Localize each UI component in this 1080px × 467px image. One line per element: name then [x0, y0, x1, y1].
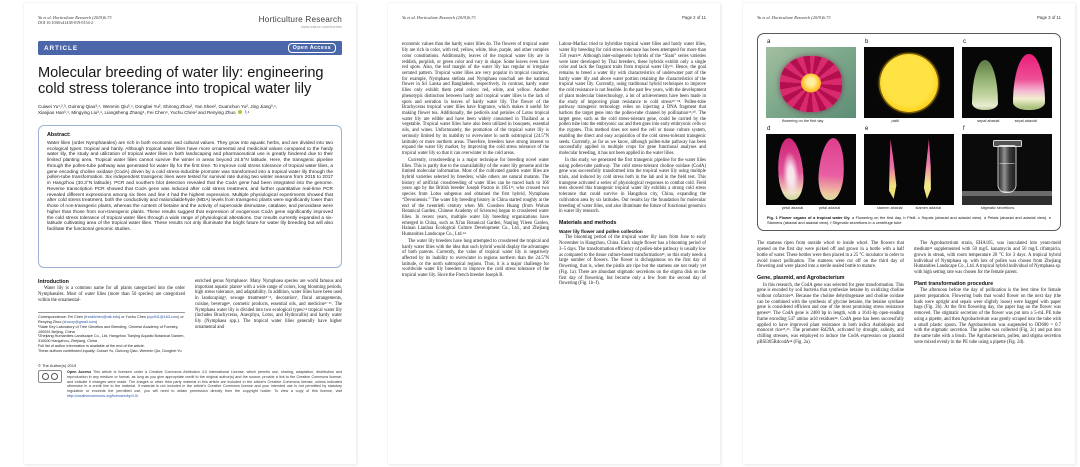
running-head [757, 15, 1061, 20]
author-line-1: Cuiwei Yu¹,²,³, Guirong Qiao³,⁴, Wenmin Qiu³,⁴, Dongbei Yu², Shirong Zhou², Yan Shen², Guanchun Yu², Jing Jiang³,⁴, [38, 103, 278, 109]
license-block [38, 363, 342, 398]
license-text: Open Access This article is licensed under a Creative Commons Attribution 4.0 International License, which permits use, sharing, adaptation, distribution and reproduction in any medium or format, as long as you give appropriate credit to the original author(s) and the source, provide a link to the Creative Commons license, and indicate if changes were made. The images or other third party material in this article are included in the article's Creative Commons license, unless indicated otherwise in a credit line to the material. If material is not included in the article's Creative Commons license and your intended use is not permitted by statutory regulation or exceeds the permitted use, you will need to obtain permission directly from the copyright holder. To view a copy of this license, visit http://creativecommons.org/licenses/by/4.0/. [67, 370, 342, 398]
author-line-2-text: Xiaojiao Han³,⁴, Mingying Liu³,⁴, Liangsheng Zhang⁴, Fei Chen⁴, Yuchu Chen² and Renying Zhuo [38, 109, 236, 115]
intro-paragraph: Water lily is a common name for all plants categorized into the order Nymphaeales. Most of water lilies (more than 50 species) are categorized within the ornamental- [38, 286, 185, 303]
panel-letter: e [865, 126, 869, 133]
stamen-abaxial-shape [882, 139, 898, 200]
column-left [38, 279, 185, 354]
author-line-2-superscript: ³,⁴ [244, 109, 250, 115]
article-type-label: ARTICLE [44, 44, 78, 52]
journal-url-link[interactable]: www.nature.com/hortres [301, 25, 342, 29]
figure-1-grid [766, 39, 1052, 211]
sepal-abaxial-shape [972, 60, 998, 110]
citation-block [38, 15, 112, 26]
centrifuge-tube-photo [962, 134, 1052, 205]
gene-plasmid-heading: Gene, plasmid, and Agrobacterium [757, 275, 845, 281]
panel-label: petal abaxial petal adaxial [781, 206, 841, 211]
author-list [38, 104, 342, 116]
orcid-icon[interactable] [238, 110, 243, 115]
figure-panel-e [864, 126, 954, 211]
by-icon [51, 373, 58, 380]
running-head [38, 15, 342, 29]
correspondence-line: Correspondence: Fei Chen (frankfchen@utk.edu) or Yuchu Chen (cyc911@163.com) or Renying Zhuo (zhuory@gmail.com) [38, 315, 184, 324]
petal-adaxial-shape [817, 138, 846, 202]
figure-panel-d [766, 126, 856, 211]
citation-text: Yu et al. Horticulture Research (2019)6:73 [38, 15, 112, 20]
page-number: Page 3 of 11 [1036, 15, 1061, 20]
article-type-bar [38, 41, 342, 55]
petals-photo [766, 134, 856, 205]
panel-letter: a [767, 39, 771, 46]
body-columns [757, 241, 1061, 346]
pistil-photo [864, 47, 954, 118]
abstract-heading: Abstract: [47, 131, 71, 138]
copyright-line: © The Author(s) 2019 [38, 362, 77, 368]
journal-block [259, 15, 342, 29]
doi-text: DOI 10.1038/s41438-019-0154-2 [38, 20, 94, 26]
affiliation-1: ¹State Key Laboratory of Tree Genetics and Breeding, Chinese Academy of Forestry, 100091 Beijing, China [38, 324, 179, 334]
panel-letter: d [767, 126, 771, 133]
author-line-2 [38, 110, 342, 116]
paper-page-3 [743, 3, 1075, 464]
body-paragraph: The water lily breeders have long attempted to crossbreed the tropical and hardy water lilies with the idea that such hybrid would display the advantages of both parents. Currently, the value of tropical water lily is negatively affected by its inability to overwinter in regions northern than the 24.5°N latitude, or the north subtropical regions. Thus, it is a major challenge for worldwide water lily breeders to improve the cold stress tolerance of the tropical water lily. Since the French breeder Joseph B. [402, 238, 549, 279]
stamens-photo [864, 134, 954, 205]
paper-page-1 [24, 3, 356, 464]
abstract-box [38, 125, 342, 268]
water-lily-flower-shape [780, 56, 842, 112]
figure-1-caption: Fig. 1 Flower organs of a tropical water lily. a Flowering on the first day. b Pistil. c Sepals (abaxial and adaxial view). d Petals (abaxial and adaxial view). e Stamens (abaxial and adaxial view). f Stigmatic secretions in a centrifuge tube [767, 215, 1051, 226]
panel-letter: b [865, 39, 869, 46]
paper-page-2 [388, 3, 720, 464]
body-paragraph: Latour-Marliac tried to hybridize tropical water lilies and hardy water lilies, water lily breeding for cold stress tolerance has been attempted for more than 150 years¹⁸. Although inter-subgeneric hybrids of the “Siam” series varieties were later developed by Thai breeders, these hybrids exhibit only a single color and lack the fragrant traits from tropical water lily¹⁹. Hence, the goal remains to breed a water lily with characteristics of underwater part of the hardy water lily and above water portion retaining the characteristics of the tropical water lily. Currently, using traditional hybrid techniques to improve the cold resistance is not feasible. In the past few years, with the development of plant molecular biotechnology, a lot of achievements have been made in the study of improving plant resistance to cold stress¹⁵⁻¹⁸. Pollen-tube pathway transgenic technology relies on injecting a DNA fragment that harbors the target gene into the pollen-tube channel by pollination¹⁵,²⁰. The target gene, such as the cold stress-tolerant gene, could be carried by the pollen tube into the embryonic sac and then goes into early embryonic cells or the zygotes. This method does not need the cell or tissue culture system, enabling the direct and easy acquisition of the cold stress-tolerant transgenic seeds. Currently, as far as we know, although pollen-tube pathway has been successfully applied in multiple crops for gene functional analyses and molecular breeding, it has not been applied in the water lilies. [559, 42, 706, 157]
column-right [914, 241, 1061, 346]
email-link-renying-zhuo[interactable]: zhuory@gmail.com [63, 319, 96, 324]
figure-1 [757, 33, 1061, 231]
open-access-badge: Open Access [288, 43, 336, 53]
body-paragraph: In this research, the CodA gene was selected for gene transformation. This gene is encoded by soil bacteria that synthesize betaine by oxidizing choline without cofactors²². Because the choline dehydrogenase and choline oxidase can be combined with the synthesis of glycine betaine, the betaine synthase gene is considered efficient and one of the most promising stress resistance genes²³. The CodA gene is 2400 bp in length, with a 1641-bp open-reading frame encoding 547 amino acid residues²⁴. CodA gene has been successfully applied to have improved plant resistance in both indica Arabidopsis and monocot rice²⁵,²⁶. The promoter Rd29A, activated by drought, salinity, and chilling stresses, was employed to induce the CodA expression on plasmid pBSI305RdcodA²⁴ (Fig. 2a). [757, 282, 904, 345]
figure-panel-c [962, 39, 1052, 124]
figure-panel-a [766, 39, 856, 124]
panel-label: flowering on the first day [782, 119, 824, 124]
page-title: Molecular breeding of water lily: engineering cold stress tolerance into tropical water lily [38, 65, 324, 98]
plant-transformation-heading: Plant transformation procedure [914, 280, 994, 287]
affiliation-2: ²Zhejiang Humanities Landscape Co., Ltd, Hangzhou Tianjing Aquatic Botanical Garden, 310000 Hangzhou, Zhejiang, China [38, 334, 185, 344]
column-right [195, 279, 342, 354]
figure-panel-b [864, 39, 954, 124]
citation-text: Yu et al. Horticulture Research (2019)6:73 [402, 15, 476, 20]
panel-letter: c [963, 39, 966, 46]
cc-icon [42, 373, 49, 380]
body-paragraph: The stamens ripen from outside whorl to inside whorl. The flowers that opened on the first day were picked off and grown in a bottle with a half bottle of water. These bottles were then placed in a 25 °C incubator in order to avoid insect pollination. The stamens were cut off on the third day of flowering and were placed into a sterile sealed bottle to mature. [757, 241, 904, 270]
abstract-text: Water lilies (order Nymphaeales) are rich in both economic and cultural values. They grow into aquatic herbs, and are divided into two ecological types: tropical and hardy. Although tropical water lilies have more ornamental and medicinal values compared to the hardy water lily, the study and utilization of tropical water lilies in both landscaping and pharmaceutical use is greatly hindered due to their limited planting area. Tropical water lilies cannot survive the winter in areas beyond 24.5°N latitude. Here, the transgenic pipeline through the pollen-tube pathway was generated for water lily for the first time. To improve cold stress tolerance of tropical water lilies, a gene encoding choline oxidase (CodA) driven by a cold stress-inducible promoter was transformed into a tropical water lily through the pollen-tube transformation. Six independent transgenic lines were tested for survival rate during two winter seasons from 2015 to 2017 in Hangzhou (30.3°N latitude). PCR and southern blot detection revealed that the CodA gene had been integrated into the genome. Reverse transcription PCR showed that CodA gene was induced after cold stress treatment, and further quantitative real-time PCR revealed different expressions among six lines and line 4 had the highest expression. Multiple physiological experiments showed that after cold stress treatment, both the conductivity and malondialdehyde (MDA) levels from transgenic plants were significantly lower than those of non-transgenic plants, whereas the content of betaine and the activity of superoxide dismutase, catalase, and peroxidase were higher than those from non-transgenic plants. These results suggest that expression of exogenous CodA gene significantly improved the cold stress tolerance of tropical water lilies through a wide range of physiological alterations. Our results currently expanded a six-latitude cultivating area of the tropical water lilies. These results not only illuminate the bright future for water lily breeding but will also facilitate the functional genomic studies. [47, 140, 333, 233]
body-columns [38, 279, 342, 354]
correspondence-block [38, 312, 185, 354]
petal-abaxial-shape [776, 138, 805, 202]
column-left [757, 241, 904, 346]
sepals-photo [962, 47, 1052, 118]
email-link-yuchu-chen[interactable]: cyc911@163.com [148, 315, 179, 320]
running-head [402, 15, 706, 20]
page-number: Page 2 of 11 [681, 15, 706, 20]
body-paragraph: The blooming period of the tropical water lily lasts from June to early November in Hangzhou, China. Each single flower has a blooming period of 3–5 days. The transformation efficiency of pollen-tube pathway is usually low as compared to the tissue culture-based transformation²¹, so this study needs a large number of flowers. The flower is dichogamous on the first day of flowering, that is, when the pistils are ripe but the stamens are not ready yet (Fig. 1a). There are abundant stigmatic secretions on the stigma disk on the first day of flowering, but become only a few from the second day of flowering (Fig. 1b–f). [559, 235, 706, 287]
cc-by-license-icon [38, 370, 62, 383]
panel-label: stamen abaxial stamen adaxial [876, 206, 942, 211]
affiliation-note-1: Full list of author information is available at the end of the article. [38, 344, 145, 349]
body-paragraph: The afternoon before the day of pollination is the best time for female parent preparation. Flowering buds that would flower on the next day (the buds were upright and sepals were slightly loose) were bagged with paper bags (Fig. 2b). At the first flowering day, the paper bag on the flower was removed. The stigmatic secretion of the flower was put into a 5-mL PE tube using a pipette, and then Agrobacterium was gently scraped into the tube with a small plastic spoon. The Agrobacterium was suspended to OD600 = 0.7 with the stigmatic secretion. The pollen was collected (Fig. 2c) and put into the same tube with a brush. The Agrobacterium, pollen, and stigma secretion were mixed evenly in the PE tube using a pipette (Fig. 2d). [914, 288, 1061, 345]
affiliation-note-2: These authors contributed equally: Cuiwei Yu, Guirong Qiao, Wenmin Qiu, Dongbei Yu [38, 348, 182, 353]
figure-panel-f [962, 126, 1052, 211]
stamen-adaxial-shape [921, 139, 936, 199]
panel-label: pistil [891, 119, 900, 124]
email-link-fei-chen[interactable]: frankfchen@utk.edu [85, 315, 119, 320]
sepal-adaxial-shape [1013, 54, 1045, 110]
introduction-heading: Introduction [38, 278, 69, 285]
body-paragraph: Currently, crossbreeding is a major technique for breeding novel water lilies. This is partly due to the unavailability of the water lily genome and the limited molecular information. Most of the cultivated garden water lilies are hybrid varieties selected by breeders, while others are natural mutants. The history of artificial crossbreeding of water lilies can be traced back to 166 years ago by the British breeder Joseph Paxton in 1851¹³, who crossed two species from Lotos subgenus and obtained the first hybrid, Nymphaea “Devoniensis.” The water lily breeding history in China started roughly at the end of the twentieth century when Mr. Guoshen Huang (from Wuhan Botanical Garden, Chinese Academy of Sciences) began to crossbreed water lilies. In recent years, multiple water lily breeding organizations have emerged in China, such as Xi'an Botanical Garden, Nanjing Yileen Garden, Hainan Lianhua Ecological Culture Development Co., Ltd., and Zhejiang Humanities Landscape Co., Ltd.¹⁴ [402, 157, 549, 238]
flower-photo [766, 47, 856, 118]
column-right [559, 42, 706, 288]
body-paragraph: The Agrobacterium strain, EHA105, was inoculated into yeast-mold medium²² supplemented with 50 mg/L kanamycin and 50 mg/L rifampicin, grown in streak, with room temperature 28 °C for 3 days. A tropical hybrid individual of Nymphaea sp. with lots of pollen was chosen from Zhejiang Humanities Landscape Co., Ltd. A tropical hybrid individual of Nymphaea sp. with high setting rate was chosen for the female parent. [914, 241, 1061, 275]
body-paragraph: economic values than the hardy water lilies do. The flowers of tropical water lily are rich in color, with red, yellow, white, blue, purple, and other complex color constitutions. Additionally, leaves of the tropical water lily are in reddish, purplish, or green color and vary in shape. Some leaves even have red spots. Also, the leaf margin of the water lily has regular or irregular serrated pattern. Tropical water lilies are very popular in tropical countries, for example, Nymphaea stellata and Nymphaea nouchali are the national flower in Sri Lanka and Bangladesh, respectively. In contrast, hardy water lilies only exhibit them petal colors: red, white, and yellow. Another phenotypic distinction between hardy and tropical water lilies is the lack of spots and serration in leaves of hardy water lily. The flower of the Brachyceras tropical water lilies have fragrance, which makes it useful for making flower tea. Additionally, the pedicels and petioles of Lotos tropical water lily are edible and have been widely consumed in Thailand as a vegetable. Tropical water lilies have also been utilized in bouquets, essential oils, and wines. Unfortunately, the promotion of the tropical water lily is seriously limited by its inability to overwinter in north subtropical (24.5°N latitude) or more northern areas. Therefore, breeders have strong interest to expand the water lily market, by improving the cold stress tolerance of the tropical water lily so that it can overwinter in the cold areas. [402, 42, 549, 157]
journal-name: Horticulture Research [258, 15, 342, 24]
citation-text: Yu et al. Horticulture Research (2019)6:73 [757, 15, 831, 20]
panel-letter: f [963, 126, 965, 133]
centrifuge-tube-shape [998, 145, 1017, 193]
pistil-disk-shape [880, 54, 938, 112]
column-left [402, 42, 549, 288]
panel-label: sepal abaxial sepal adaxial [977, 119, 1037, 124]
license-url-link[interactable]: http://creativecommons.org/licenses/by/4.0/. [67, 393, 139, 398]
panel-label: stigmatic secretions [980, 206, 1015, 211]
body-columns [402, 42, 706, 288]
body-paragraph: In this study, we generated the first transgenic pipeline for the water lilies using pollen-tube pathway. The cold stress-tolerant choline oxidase (CodA) gene was successfully transformed into the tropical water lily using multiple trials, and induced by cold stress both in the lab and in the field test. This transgene activated a series of physiological responses to combat cold. Field tests showed this transgenic tropical water lily exhibits a strong cold stress tolerance that could survive in Hangzhou city, China, expanding the cultivation area by six latitudes. Our results lay the foundation for molecular breeding of water lilies, and also illuminate the future of functional genomics in water lily research. [559, 157, 706, 215]
materials-methods-heading: Materials and methods [559, 219, 617, 226]
intro-paragraph-continued: enriched genus Nymphaea¹. Many Nymphaea species are world famous and important aquatic plants² with a wide range of colors, long blooming periods, high stress tolerance, and adaptability. In addition, water lilies have been used in landscaping³, sewage treatment⁴⁻⁶, decoration⁷, floral arrangements, cuisine, beverage⁸, cosmetic products, essential oils, and medicine⁹⁻¹¹. The Nymphaea water lily is divided into two ecological types:¹² tropical water lily (includes Brachyceras, Anecphya, Lotos, and Hydrocallis) and hardy water lily (Nymphaea spp.). The tropical water lilies generally have higher ornamental and [195, 278, 342, 330]
flower-pollen-subheading: Water lily flower and pollen collection [559, 229, 643, 235]
